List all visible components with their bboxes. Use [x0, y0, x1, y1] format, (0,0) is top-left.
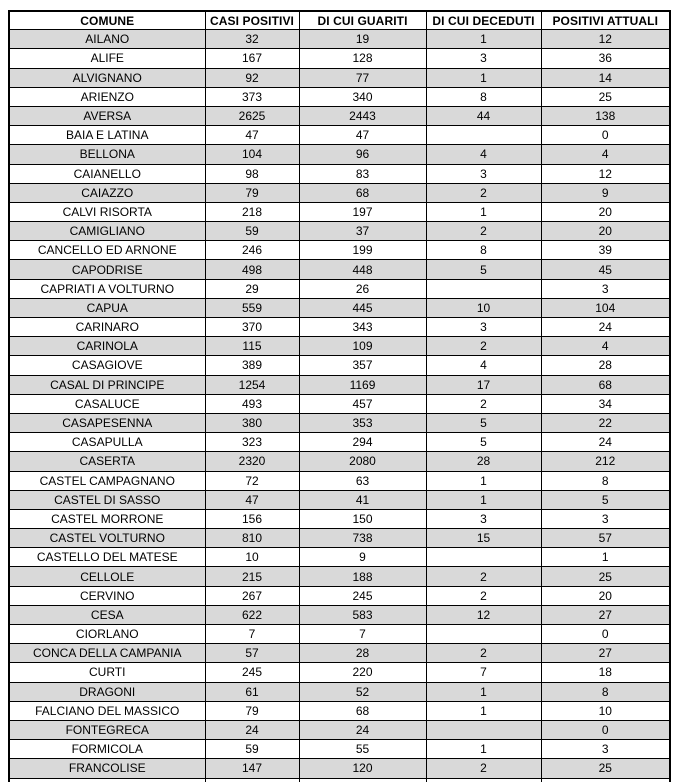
table-cell: 15	[426, 529, 541, 548]
table-cell: 27	[541, 605, 670, 624]
table-row	[9, 318, 670, 337]
table-row	[9, 126, 670, 145]
table-cell: 9	[541, 183, 670, 202]
table-cell: 104	[205, 145, 299, 164]
partial-clipped-row	[9, 778, 670, 782]
table-header	[9, 11, 670, 30]
table-cell: 57	[541, 529, 670, 548]
table-row	[9, 567, 670, 586]
table-cell: CAPUA	[9, 298, 205, 317]
table-cell: 25	[541, 87, 670, 106]
table-cell: 104	[541, 298, 670, 317]
table-cell: 92	[205, 68, 299, 87]
table-cell: 245	[299, 586, 426, 605]
table-cell: 79	[205, 183, 299, 202]
table-cell: CAIAZZO	[9, 183, 205, 202]
table-cell: 27	[541, 644, 670, 663]
table-cell: 218	[205, 202, 299, 221]
table-cell: 17	[426, 375, 541, 394]
table-cell: CALVI RISORTA	[9, 202, 205, 221]
table-cell: 77	[299, 68, 426, 87]
table-cell: 622	[205, 605, 299, 624]
table-cell: 2080	[299, 452, 426, 471]
table-cell	[205, 778, 299, 782]
table-cell: 147	[205, 759, 299, 778]
table-cell: 96	[299, 145, 426, 164]
table-row	[9, 490, 670, 509]
table-cell: 3	[541, 279, 670, 298]
table-cell: CASAPULLA	[9, 433, 205, 452]
table-cell: 138	[541, 106, 670, 125]
table-cell: 4	[426, 356, 541, 375]
table-cell: 22	[541, 413, 670, 432]
table-cell: 2320	[205, 452, 299, 471]
table-cell: 2	[426, 394, 541, 413]
table-row	[9, 260, 670, 279]
table-cell: 1	[426, 682, 541, 701]
table-cell: 559	[205, 298, 299, 317]
table-row	[9, 605, 670, 624]
table-cell	[541, 778, 670, 782]
table-cell: 2	[426, 222, 541, 241]
column-header: DI CUI GUARITI	[299, 11, 426, 30]
table-cell: 340	[299, 87, 426, 106]
table-cell: 28	[541, 356, 670, 375]
table-cell: CESA	[9, 605, 205, 624]
table-row	[9, 183, 670, 202]
table-row	[9, 663, 670, 682]
column-header: POSITIVI ATTUALI	[541, 11, 670, 30]
table-cell: 52	[299, 682, 426, 701]
table-cell: 68	[299, 701, 426, 720]
table-cell: 7	[299, 625, 426, 644]
table-row	[9, 222, 670, 241]
table-row	[9, 356, 670, 375]
table-row	[9, 87, 670, 106]
table-cell: 18	[541, 663, 670, 682]
table-cell: CANCELLO ED ARNONE	[9, 241, 205, 260]
table-cell: ALIFE	[9, 49, 205, 68]
table-cell: FALCIANO DEL MASSICO	[9, 701, 205, 720]
table-row	[9, 375, 670, 394]
table-cell: CAPRIATI A VOLTURNO	[9, 279, 205, 298]
table-cell: 323	[205, 433, 299, 452]
table-cell	[426, 279, 541, 298]
table-cell: 498	[205, 260, 299, 279]
table-cell: 3	[426, 318, 541, 337]
table-cell: CONCA DELLA CAMPANIA	[9, 644, 205, 663]
table-cell: CASERTA	[9, 452, 205, 471]
table-cell: 493	[205, 394, 299, 413]
table-cell	[426, 126, 541, 145]
table-cell: 44	[426, 106, 541, 125]
table-cell: 3	[426, 49, 541, 68]
table-cell: 197	[299, 202, 426, 221]
table-cell: 8	[426, 241, 541, 260]
table-cell: 1	[426, 202, 541, 221]
table-row	[9, 30, 670, 49]
table-cell: 1	[426, 68, 541, 87]
table-cell: 47	[205, 126, 299, 145]
table-cell: CASTEL MORRONE	[9, 509, 205, 528]
table-cell: 1	[426, 30, 541, 49]
table-cell: 7	[205, 625, 299, 644]
table-cell: 246	[205, 241, 299, 260]
table-cell: CASALUCE	[9, 394, 205, 413]
table-cell: 8	[541, 471, 670, 490]
table-cell: 199	[299, 241, 426, 260]
table-row	[9, 433, 670, 452]
table-cell: 445	[299, 298, 426, 317]
table-cell: 1	[541, 548, 670, 567]
table-cell: 12	[541, 30, 670, 49]
table-cell: 45	[541, 260, 670, 279]
table-cell: 1254	[205, 375, 299, 394]
table-cell: CARINOLA	[9, 337, 205, 356]
table-cell: CASAGIOVE	[9, 356, 205, 375]
table-cell: 36	[541, 49, 670, 68]
table-cell: 47	[205, 490, 299, 509]
table-cell: 41	[299, 490, 426, 509]
table-cell: 19	[299, 30, 426, 49]
table-cell: BELLONA	[9, 145, 205, 164]
table-cell: 150	[299, 509, 426, 528]
table-row	[9, 720, 670, 739]
table-cell: 373	[205, 87, 299, 106]
table-cell: 0	[541, 126, 670, 145]
table-cell: 357	[299, 356, 426, 375]
table-cell: 59	[205, 222, 299, 241]
table-cell: 34	[541, 394, 670, 413]
table-cell: 32	[205, 30, 299, 49]
table-row	[9, 452, 670, 471]
table-row	[9, 625, 670, 644]
table-cell: CERVINO	[9, 586, 205, 605]
table-cell: 167	[205, 49, 299, 68]
table-cell: 188	[299, 567, 426, 586]
table-cell: 10	[541, 701, 670, 720]
table-cell: 2	[426, 337, 541, 356]
table-cell: 24	[541, 433, 670, 452]
table-cell: 8	[426, 87, 541, 106]
table-cell: 20	[541, 586, 670, 605]
table-cell: CASTEL DI SASSO	[9, 490, 205, 509]
table-cell: 68	[299, 183, 426, 202]
table-row	[9, 49, 670, 68]
table-cell: 245	[205, 663, 299, 682]
table-cell: 4	[541, 337, 670, 356]
table-row	[9, 394, 670, 413]
table-cell: 20	[541, 222, 670, 241]
table-cell: 0	[541, 720, 670, 739]
table-cell	[426, 778, 541, 782]
table-cell: 2	[426, 759, 541, 778]
table-cell: 738	[299, 529, 426, 548]
table-cell: 5	[541, 490, 670, 509]
table-cell: 79	[205, 701, 299, 720]
table-cell: 83	[299, 164, 426, 183]
table-cell: 2	[426, 644, 541, 663]
table-cell: 24	[299, 720, 426, 739]
table-cell: CAIANELLO	[9, 164, 205, 183]
table-cell: 1169	[299, 375, 426, 394]
table-cell: 1	[426, 490, 541, 509]
table-cell: 9	[299, 548, 426, 567]
table-cell: 220	[299, 663, 426, 682]
table-cell: 28	[299, 644, 426, 663]
table-row	[9, 202, 670, 221]
table-cell	[426, 548, 541, 567]
table-cell: 810	[205, 529, 299, 548]
table-cell: 5	[426, 413, 541, 432]
column-header: CASI POSITIVI	[205, 11, 299, 30]
table-cell: 28	[426, 452, 541, 471]
table-cell: 20	[541, 202, 670, 221]
table-cell: 353	[299, 413, 426, 432]
table-cell: 55	[299, 740, 426, 759]
table-cell: 457	[299, 394, 426, 413]
table-cell	[299, 778, 426, 782]
table-cell: 109	[299, 337, 426, 356]
table-cell: CURTI	[9, 663, 205, 682]
table-cell: 343	[299, 318, 426, 337]
table-cell: 215	[205, 567, 299, 586]
table-row	[9, 759, 670, 778]
table-cell: 63	[299, 471, 426, 490]
table-cell: 25	[541, 759, 670, 778]
table-cell: DRAGONI	[9, 682, 205, 701]
table-cell: 370	[205, 318, 299, 337]
table-cell: 59	[205, 740, 299, 759]
table-cell: 68	[541, 375, 670, 394]
table-row	[9, 68, 670, 87]
table-cell: CASTEL VOLTURNO	[9, 529, 205, 548]
table-cell: 47	[299, 126, 426, 145]
table-cell: ALVIGNANO	[9, 68, 205, 87]
table-row	[9, 586, 670, 605]
table-cell: 3	[426, 164, 541, 183]
table-cell: 1	[426, 471, 541, 490]
table-cell: 37	[299, 222, 426, 241]
table-cell: 25	[541, 567, 670, 586]
table-cell: 2443	[299, 106, 426, 125]
table-cell: 12	[541, 164, 670, 183]
table-cell: 2	[426, 567, 541, 586]
table-cell: 24	[205, 720, 299, 739]
table-cell: CASAL DI PRINCIPE	[9, 375, 205, 394]
table-cell: 389	[205, 356, 299, 375]
table-cell: 1	[426, 740, 541, 759]
table-cell: 3	[541, 740, 670, 759]
table-cell: 7	[426, 663, 541, 682]
header-row	[9, 11, 670, 30]
table-row	[9, 279, 670, 298]
table-row	[9, 164, 670, 183]
table-cell: 29	[205, 279, 299, 298]
table-cell: 4	[426, 145, 541, 164]
table-cell: 5	[426, 260, 541, 279]
table-row	[9, 644, 670, 663]
table-cell: CASTELLO DEL MATESE	[9, 548, 205, 567]
table-cell: CASAPESENNA	[9, 413, 205, 432]
table-cell: 98	[205, 164, 299, 183]
table-cell: 294	[299, 433, 426, 452]
table-body	[9, 30, 670, 782]
table-cell: 72	[205, 471, 299, 490]
table-cell: 57	[205, 644, 299, 663]
table-cell: 26	[299, 279, 426, 298]
table-row	[9, 298, 670, 317]
table-cell: ARIENZO	[9, 87, 205, 106]
table-cell: 128	[299, 49, 426, 68]
table-row	[9, 106, 670, 125]
table-cell: 267	[205, 586, 299, 605]
table-row	[9, 337, 670, 356]
table-cell: 380	[205, 413, 299, 432]
table-cell: 156	[205, 509, 299, 528]
column-header: COMUNE	[9, 11, 205, 30]
table-cell: CIORLANO	[9, 625, 205, 644]
table-cell: FRANCOLISE	[9, 759, 205, 778]
table-cell: 10	[426, 298, 541, 317]
table-cell: 5	[426, 433, 541, 452]
table-cell: 2	[426, 586, 541, 605]
table-cell: 3	[426, 509, 541, 528]
table-cell: 4	[541, 145, 670, 164]
table-cell: CARINARO	[9, 318, 205, 337]
table-cell: 2	[426, 183, 541, 202]
table-cell	[426, 625, 541, 644]
column-header: DI CUI DECEDUTI	[426, 11, 541, 30]
table-cell: 61	[205, 682, 299, 701]
table-cell: 120	[299, 759, 426, 778]
covid-comuni-table	[8, 10, 671, 782]
table-cell: FONTEGRECA	[9, 720, 205, 739]
table-cell: 583	[299, 605, 426, 624]
table-row	[9, 701, 670, 720]
table-cell	[426, 720, 541, 739]
table-row	[9, 529, 670, 548]
table-cell: CAMIGLIANO	[9, 222, 205, 241]
table-cell: CAPODRISE	[9, 260, 205, 279]
table-cell: AILANO	[9, 30, 205, 49]
table-cell: BAIA E LATINA	[9, 126, 205, 145]
table-row	[9, 241, 670, 260]
table-cell: 10	[205, 548, 299, 567]
table-cell: 14	[541, 68, 670, 87]
table-cell: CASTEL CAMPAGNANO	[9, 471, 205, 490]
table-row	[9, 740, 670, 759]
table-row	[9, 682, 670, 701]
table-cell: 115	[205, 337, 299, 356]
table-cell: 0	[541, 625, 670, 644]
table-cell: FORMICOLA	[9, 740, 205, 759]
table-row	[9, 413, 670, 432]
table-cell	[9, 778, 205, 782]
table-row	[9, 509, 670, 528]
table-cell: 39	[541, 241, 670, 260]
table-cell: AVERSA	[9, 106, 205, 125]
table-cell: 448	[299, 260, 426, 279]
table-row	[9, 145, 670, 164]
table-cell: 1	[426, 701, 541, 720]
table-cell: 12	[426, 605, 541, 624]
table-row	[9, 548, 670, 567]
table-row	[9, 471, 670, 490]
table-cell: 3	[541, 509, 670, 528]
table-cell: CELLOLE	[9, 567, 205, 586]
table-cell: 24	[541, 318, 670, 337]
table-cell: 8	[541, 682, 670, 701]
table-cell: 2625	[205, 106, 299, 125]
table-cell: 212	[541, 452, 670, 471]
